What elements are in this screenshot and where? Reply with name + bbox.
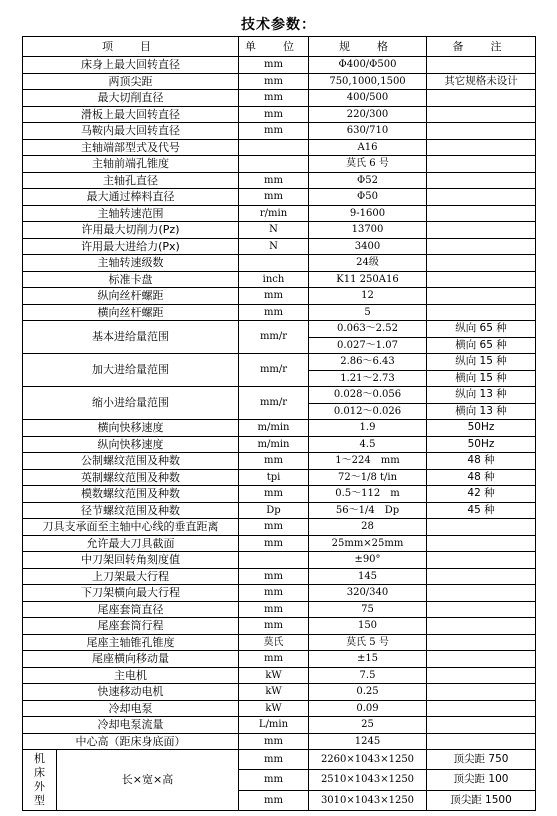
unit-cell: N [239, 238, 309, 255]
item-cell: 中刀架回转角刻度值 [23, 552, 239, 569]
table-row [23, 321, 536, 338]
note-cell [427, 700, 536, 717]
table-row [23, 436, 536, 453]
note-cell [427, 106, 536, 123]
item-cell: 主轴转速级数 [23, 255, 239, 272]
spec-cell: 0.027～1.07 [309, 337, 427, 354]
spec-cell: 13700 [309, 222, 427, 239]
note-cell [427, 304, 536, 321]
note-cell [427, 568, 536, 585]
unit-cell: m/min [239, 436, 309, 453]
item-cell: 最大切削直径 [23, 90, 239, 107]
note-cell: 45 种 [427, 502, 536, 519]
spec-cell: 2260×1043×1250 [309, 750, 427, 770]
spec-cell: 7.5 [309, 667, 427, 684]
dims-group-cell [23, 750, 239, 811]
unit-cell: mm [239, 585, 309, 602]
note-cell: 50Hz [427, 436, 536, 453]
unit-cell: mm [239, 486, 309, 503]
item-cell: 快速移动电机 [23, 684, 239, 701]
spec-cell: 2.86～6.43 [309, 354, 427, 371]
header-item: 项 目 [23, 37, 239, 57]
note-cell [427, 255, 536, 272]
spec-cell: 12 [309, 288, 427, 305]
table-row [23, 354, 536, 371]
unit-cell: mm [239, 57, 309, 74]
unit-cell: mm [239, 304, 309, 321]
unit-cell: kW [239, 684, 309, 701]
table-row [23, 139, 536, 156]
note-cell [427, 271, 536, 288]
unit-cell: mm [239, 535, 309, 552]
item-cell: 英制螺纹范围及种数 [23, 469, 239, 486]
table-row [23, 387, 536, 404]
item-cell: 最大通过棒料直径 [23, 189, 239, 206]
item-cell: 冷却电泵 [23, 700, 239, 717]
spec-cell: 320/340 [309, 585, 427, 602]
table-row [23, 535, 536, 552]
table-row [23, 271, 536, 288]
note-cell: 纵向 65 种 [427, 321, 536, 338]
item-cell: 许用最大切削力(Pz) [23, 222, 239, 239]
note-cell [427, 57, 536, 74]
item-cell: 主电机 [23, 667, 239, 684]
item-cell: 主轴孔直径 [23, 172, 239, 189]
unit-cell: mm [239, 568, 309, 585]
note-cell [427, 634, 536, 651]
table-row [23, 156, 536, 173]
note-cell [427, 189, 536, 206]
table-row [23, 601, 536, 618]
note-cell [427, 90, 536, 107]
note-cell [427, 552, 536, 569]
unit-cell: mm [239, 172, 309, 189]
item-cell: 缩小进给量范围 [23, 387, 239, 420]
item-cell: 滑板上最大回转直径 [23, 106, 239, 123]
unit-cell: Dp [239, 502, 309, 519]
note-cell: 顶尖距 100 [427, 770, 536, 790]
spec-cell: 3400 [309, 238, 427, 255]
item-cell: 尾座横向移动量 [23, 651, 239, 668]
note-cell [427, 519, 536, 536]
spec-cell: 72～1/8 t/in [309, 469, 427, 486]
spec-cell: Φ50 [309, 189, 427, 206]
table-row [23, 519, 536, 536]
item-cell: 标准卡盘 [23, 271, 239, 288]
spec-cell: 3010×1043×1250 [309, 790, 427, 810]
item-cell: 纵向快移速度 [23, 436, 239, 453]
note-cell: 横向 13 种 [427, 403, 536, 420]
unit-cell: N [239, 222, 309, 239]
table-row [23, 420, 536, 437]
spec-cell: 4.5 [309, 436, 427, 453]
unit-cell: mm [239, 770, 309, 790]
note-cell [427, 288, 536, 305]
spec-cell: 1～224 mm [309, 453, 427, 470]
item-cell: 马鞍内最大回转直径 [23, 123, 239, 140]
note-cell [427, 222, 536, 239]
item-cell: 加大进给量范围 [23, 354, 239, 387]
note-cell: 横向 15 种 [427, 370, 536, 387]
unit-cell: mm [239, 73, 309, 90]
spec-cell: 9-1600 [309, 205, 427, 222]
unit-cell [239, 255, 309, 272]
unit-cell: mm [239, 123, 309, 140]
spec-cell: ±15 [309, 651, 427, 668]
table-row [23, 717, 536, 734]
note-cell [427, 205, 536, 222]
unit-cell: mm [239, 651, 309, 668]
note-cell [427, 172, 536, 189]
note-cell [427, 651, 536, 668]
table-row [23, 57, 536, 74]
table-row [23, 684, 536, 701]
unit-cell: kW [239, 700, 309, 717]
spec-cell: 25 [309, 717, 427, 734]
spec-cell: 400/500 [309, 90, 427, 107]
spec-cell: 0.028～0.056 [309, 387, 427, 404]
spec-cell: 28 [309, 519, 427, 536]
unit-cell: 莫氏 [239, 634, 309, 651]
spec-cell: 56～1/4 Dp [309, 502, 427, 519]
note-cell [427, 733, 536, 750]
spec-cell: 150 [309, 618, 427, 635]
unit-cell: mm [239, 189, 309, 206]
note-cell [427, 585, 536, 602]
item-cell: 上刀架最大行程 [23, 568, 239, 585]
spec-cell: 1.21～2.73 [309, 370, 427, 387]
item-cell: 尾座套筒直径 [23, 601, 239, 618]
note-cell: 顶尖距 750 [427, 750, 536, 770]
table-row [23, 288, 536, 305]
unit-cell: mm [239, 519, 309, 536]
unit-cell: mm/r [239, 321, 309, 354]
note-cell [427, 717, 536, 734]
table-row [23, 453, 536, 470]
unit-cell: mm [239, 750, 309, 770]
note-cell [427, 684, 536, 701]
item-cell: 中心高（距床身底面） [23, 733, 239, 750]
table-row [23, 486, 536, 503]
item-cell: 下刀架横向最大行程 [23, 585, 239, 602]
unit-cell: m/min [239, 420, 309, 437]
table-row [23, 205, 536, 222]
note-cell: 纵向 13 种 [427, 387, 536, 404]
item-cell: 主轴转速范围 [23, 205, 239, 222]
table-row [23, 651, 536, 668]
spec-cell: 莫氏 5 号 [309, 634, 427, 651]
item-cell: 基本进给量范围 [23, 321, 239, 354]
note-cell [427, 139, 536, 156]
unit-cell: mm [239, 733, 309, 750]
spec-cell: 5 [309, 304, 427, 321]
item-cell: 公制螺纹范围及种数 [23, 453, 239, 470]
item-cell: 径节螺纹范围及种数 [23, 502, 239, 519]
unit-cell: mm/r [239, 354, 309, 387]
item-cell: 模数螺纹范围及种数 [23, 486, 239, 503]
item-cell: 主轴端部型式及代号 [23, 139, 239, 156]
note-cell [427, 238, 536, 255]
spec-cell: 24级 [309, 255, 427, 272]
note-cell [427, 667, 536, 684]
header-row [23, 37, 536, 57]
table-row [23, 750, 536, 770]
table-row [23, 568, 536, 585]
note-cell [427, 156, 536, 173]
unit-cell: L/min [239, 717, 309, 734]
table-row [23, 73, 536, 90]
item-cell: 横向快移速度 [23, 420, 239, 437]
item-cell: 允许最大刀具截面 [23, 535, 239, 552]
note-cell: 50Hz [427, 420, 536, 437]
item-cell: 冷却电泵流量 [23, 717, 239, 734]
table-row [23, 634, 536, 651]
table-row [23, 502, 536, 519]
spec-cell: 0.09 [309, 700, 427, 717]
table-row [23, 469, 536, 486]
table-row [23, 552, 536, 569]
unit-cell: mm [239, 90, 309, 107]
table-row [23, 172, 536, 189]
unit-cell: inch [239, 271, 309, 288]
table-row [23, 585, 536, 602]
item-cell: 刀具支承面至主轴中心线的垂直距离 [23, 519, 239, 536]
spec-cell: 0.25 [309, 684, 427, 701]
table-row [23, 618, 536, 635]
spec-cell: 0.063～2.52 [309, 321, 427, 338]
unit-cell: r/min [239, 205, 309, 222]
item-cell: 尾座套筒行程 [23, 618, 239, 635]
header-note: 备 注 [427, 37, 536, 57]
note-cell [427, 618, 536, 635]
table-row [23, 304, 536, 321]
spec-table [22, 36, 536, 811]
spec-cell: K11 250A16 [309, 271, 427, 288]
unit-cell: kW [239, 667, 309, 684]
spec-cell: 145 [309, 568, 427, 585]
table-row [23, 189, 536, 206]
item-cell: 床身上最大回转直径 [23, 57, 239, 74]
spec-cell: 75 [309, 601, 427, 618]
unit-cell [239, 139, 309, 156]
note-cell: 42 种 [427, 486, 536, 503]
unit-cell: mm [239, 618, 309, 635]
spec-cell: 莫氏 6 号 [309, 156, 427, 173]
item-cell: 尾座主轴锥孔锥度 [23, 634, 239, 651]
spec-cell: Φ52 [309, 172, 427, 189]
spec-cell: 1.9 [309, 420, 427, 437]
note-cell: 48 种 [427, 469, 536, 486]
note-cell: 横向 65 种 [427, 337, 536, 354]
table-row [23, 222, 536, 239]
unit-cell [239, 156, 309, 173]
header-unit: 单 位 [239, 37, 309, 57]
dims-group-label: 机床外型 [23, 750, 57, 810]
unit-cell: mm/r [239, 387, 309, 420]
table-row [23, 106, 536, 123]
item-cell: 横向丝杆螺距 [23, 304, 239, 321]
note-cell [427, 601, 536, 618]
spec-cell: 25mm×25mm [309, 535, 427, 552]
note-cell [427, 123, 536, 140]
note-cell [427, 535, 536, 552]
page-title: 技术参数： [241, 17, 316, 33]
spec-cell: 1245 [309, 733, 427, 750]
spec-cell: Φ400/Φ500 [309, 57, 427, 74]
spec-cell: 220/300 [309, 106, 427, 123]
unit-cell: tpi [239, 469, 309, 486]
spec-cell: 630/710 [309, 123, 427, 140]
unit-cell: mm [239, 288, 309, 305]
spec-cell: 750,1000,1500 [309, 73, 427, 90]
spec-cell: 0.012～0.026 [309, 403, 427, 420]
spec-cell: 2510×1043×1250 [309, 770, 427, 790]
unit-cell: mm [239, 453, 309, 470]
spec-cell: ±90° [309, 552, 427, 569]
unit-cell: mm [239, 790, 309, 810]
table-row [23, 123, 536, 140]
item-cell: 两顶尖距 [23, 73, 239, 90]
item-cell: 主轴前端孔锥度 [23, 156, 239, 173]
unit-cell [239, 552, 309, 569]
note-cell: 其它规格未设计 [427, 73, 536, 90]
table-row [23, 238, 536, 255]
item-cell: 纵向丝杆螺距 [23, 288, 239, 305]
unit-cell: mm [239, 601, 309, 618]
note-cell: 48 种 [427, 453, 536, 470]
note-cell: 纵向 15 种 [427, 354, 536, 371]
unit-cell: mm [239, 106, 309, 123]
table-row [23, 667, 536, 684]
table-row [23, 255, 536, 272]
table-row [23, 700, 536, 717]
dims-item-label: 长×宽×高 [121, 773, 174, 786]
header-spec: 规 格 [309, 37, 427, 57]
table-row [23, 733, 536, 750]
spec-table-body [23, 57, 536, 811]
spec-cell: A16 [309, 139, 427, 156]
table-row [23, 90, 536, 107]
item-cell: 许用最大进给力(Px) [23, 238, 239, 255]
note-cell: 顶尖距 1500 [427, 790, 536, 810]
spec-cell: 0.5～112 m [309, 486, 427, 503]
